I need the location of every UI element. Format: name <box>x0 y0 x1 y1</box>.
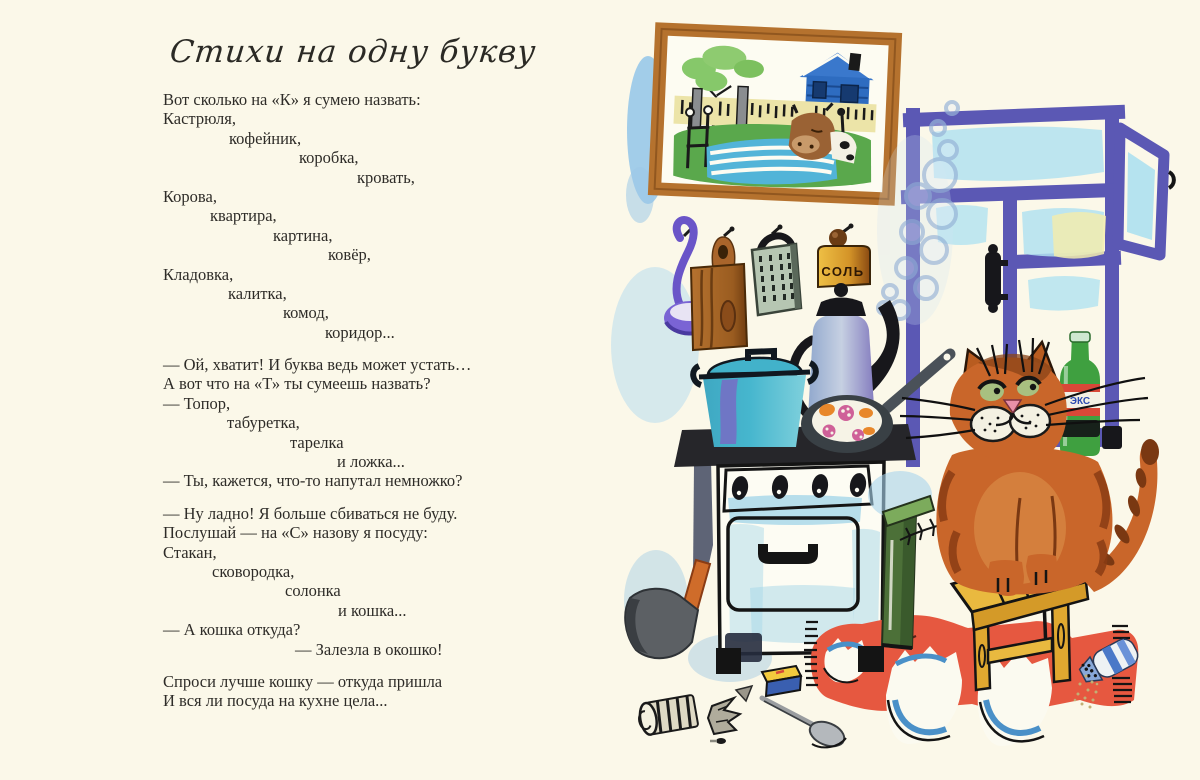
salt-box-label: СОЛЬ <box>821 264 865 279</box>
poem-line: коробка, <box>299 148 359 168</box>
poem-line: и кошка... <box>338 600 407 620</box>
poem-line: картина, <box>273 225 333 245</box>
poem-line: тарелка <box>290 432 344 452</box>
poem-line: Кладовка, <box>163 264 234 284</box>
shard <box>736 686 752 701</box>
poem-line: солонка <box>285 581 341 601</box>
poem-line: Вот сколько на «К» я сумею назвать: <box>163 90 421 109</box>
poem-line: — А кошка откуда? <box>163 620 301 640</box>
spoon <box>762 698 848 751</box>
poem-line: комод, <box>283 303 329 323</box>
salt-box <box>818 224 870 288</box>
poem-line: Кастрюля, <box>163 109 236 129</box>
poem-line: коридор... <box>325 322 395 342</box>
poem-line: сковородка, <box>212 561 295 581</box>
poem-line: Стакан, <box>163 542 217 562</box>
bottle-label: ЭКС <box>1069 396 1091 407</box>
page-title: Стихи на одну букву <box>168 34 539 70</box>
poem-line: — Залезла в окошко! <box>295 639 443 659</box>
poem-line: кофейник, <box>229 128 302 148</box>
poem-line: калитка, <box>228 283 287 303</box>
poem-line: И вся ли посуда на кухне цела... <box>163 691 388 711</box>
poem-line: Спроси лучше кошку — откуда пришла <box>163 671 443 691</box>
poem-line: — Ой, хватит! И буква ведь может устать… <box>163 355 472 375</box>
kitchen-illustration <box>600 0 1200 780</box>
poem-line: — Ты, кажется, что-то напутал немножко? <box>163 471 463 491</box>
poem-line: — Ну ладно! Я больше сбиваться не буду. <box>163 503 458 523</box>
poem-line: — Топор, <box>163 393 231 413</box>
grater <box>752 225 801 316</box>
crumpled-cup <box>708 698 740 744</box>
poem-line: кровать, <box>357 167 415 187</box>
open-casement <box>1118 128 1174 255</box>
poem-text <box>163 90 471 711</box>
poem-line: Послушай — на «С» назову я посуду: <box>163 523 428 543</box>
picture-frame <box>655 29 896 199</box>
poem-line: Корова, <box>163 186 217 206</box>
poem-line: А вот что на «Т» ты сумеешь назвать? <box>163 374 431 394</box>
cat <box>900 338 1159 596</box>
poem-line: и ложка... <box>337 452 405 472</box>
poem-line: ковёр, <box>328 245 371 265</box>
matchbox <box>762 666 801 696</box>
fallen-glass <box>636 695 698 736</box>
poem-line: квартира, <box>210 206 277 226</box>
sunlight-patch <box>1052 212 1106 259</box>
cutting-board <box>691 227 747 351</box>
poem-line: табуретка, <box>227 413 300 433</box>
